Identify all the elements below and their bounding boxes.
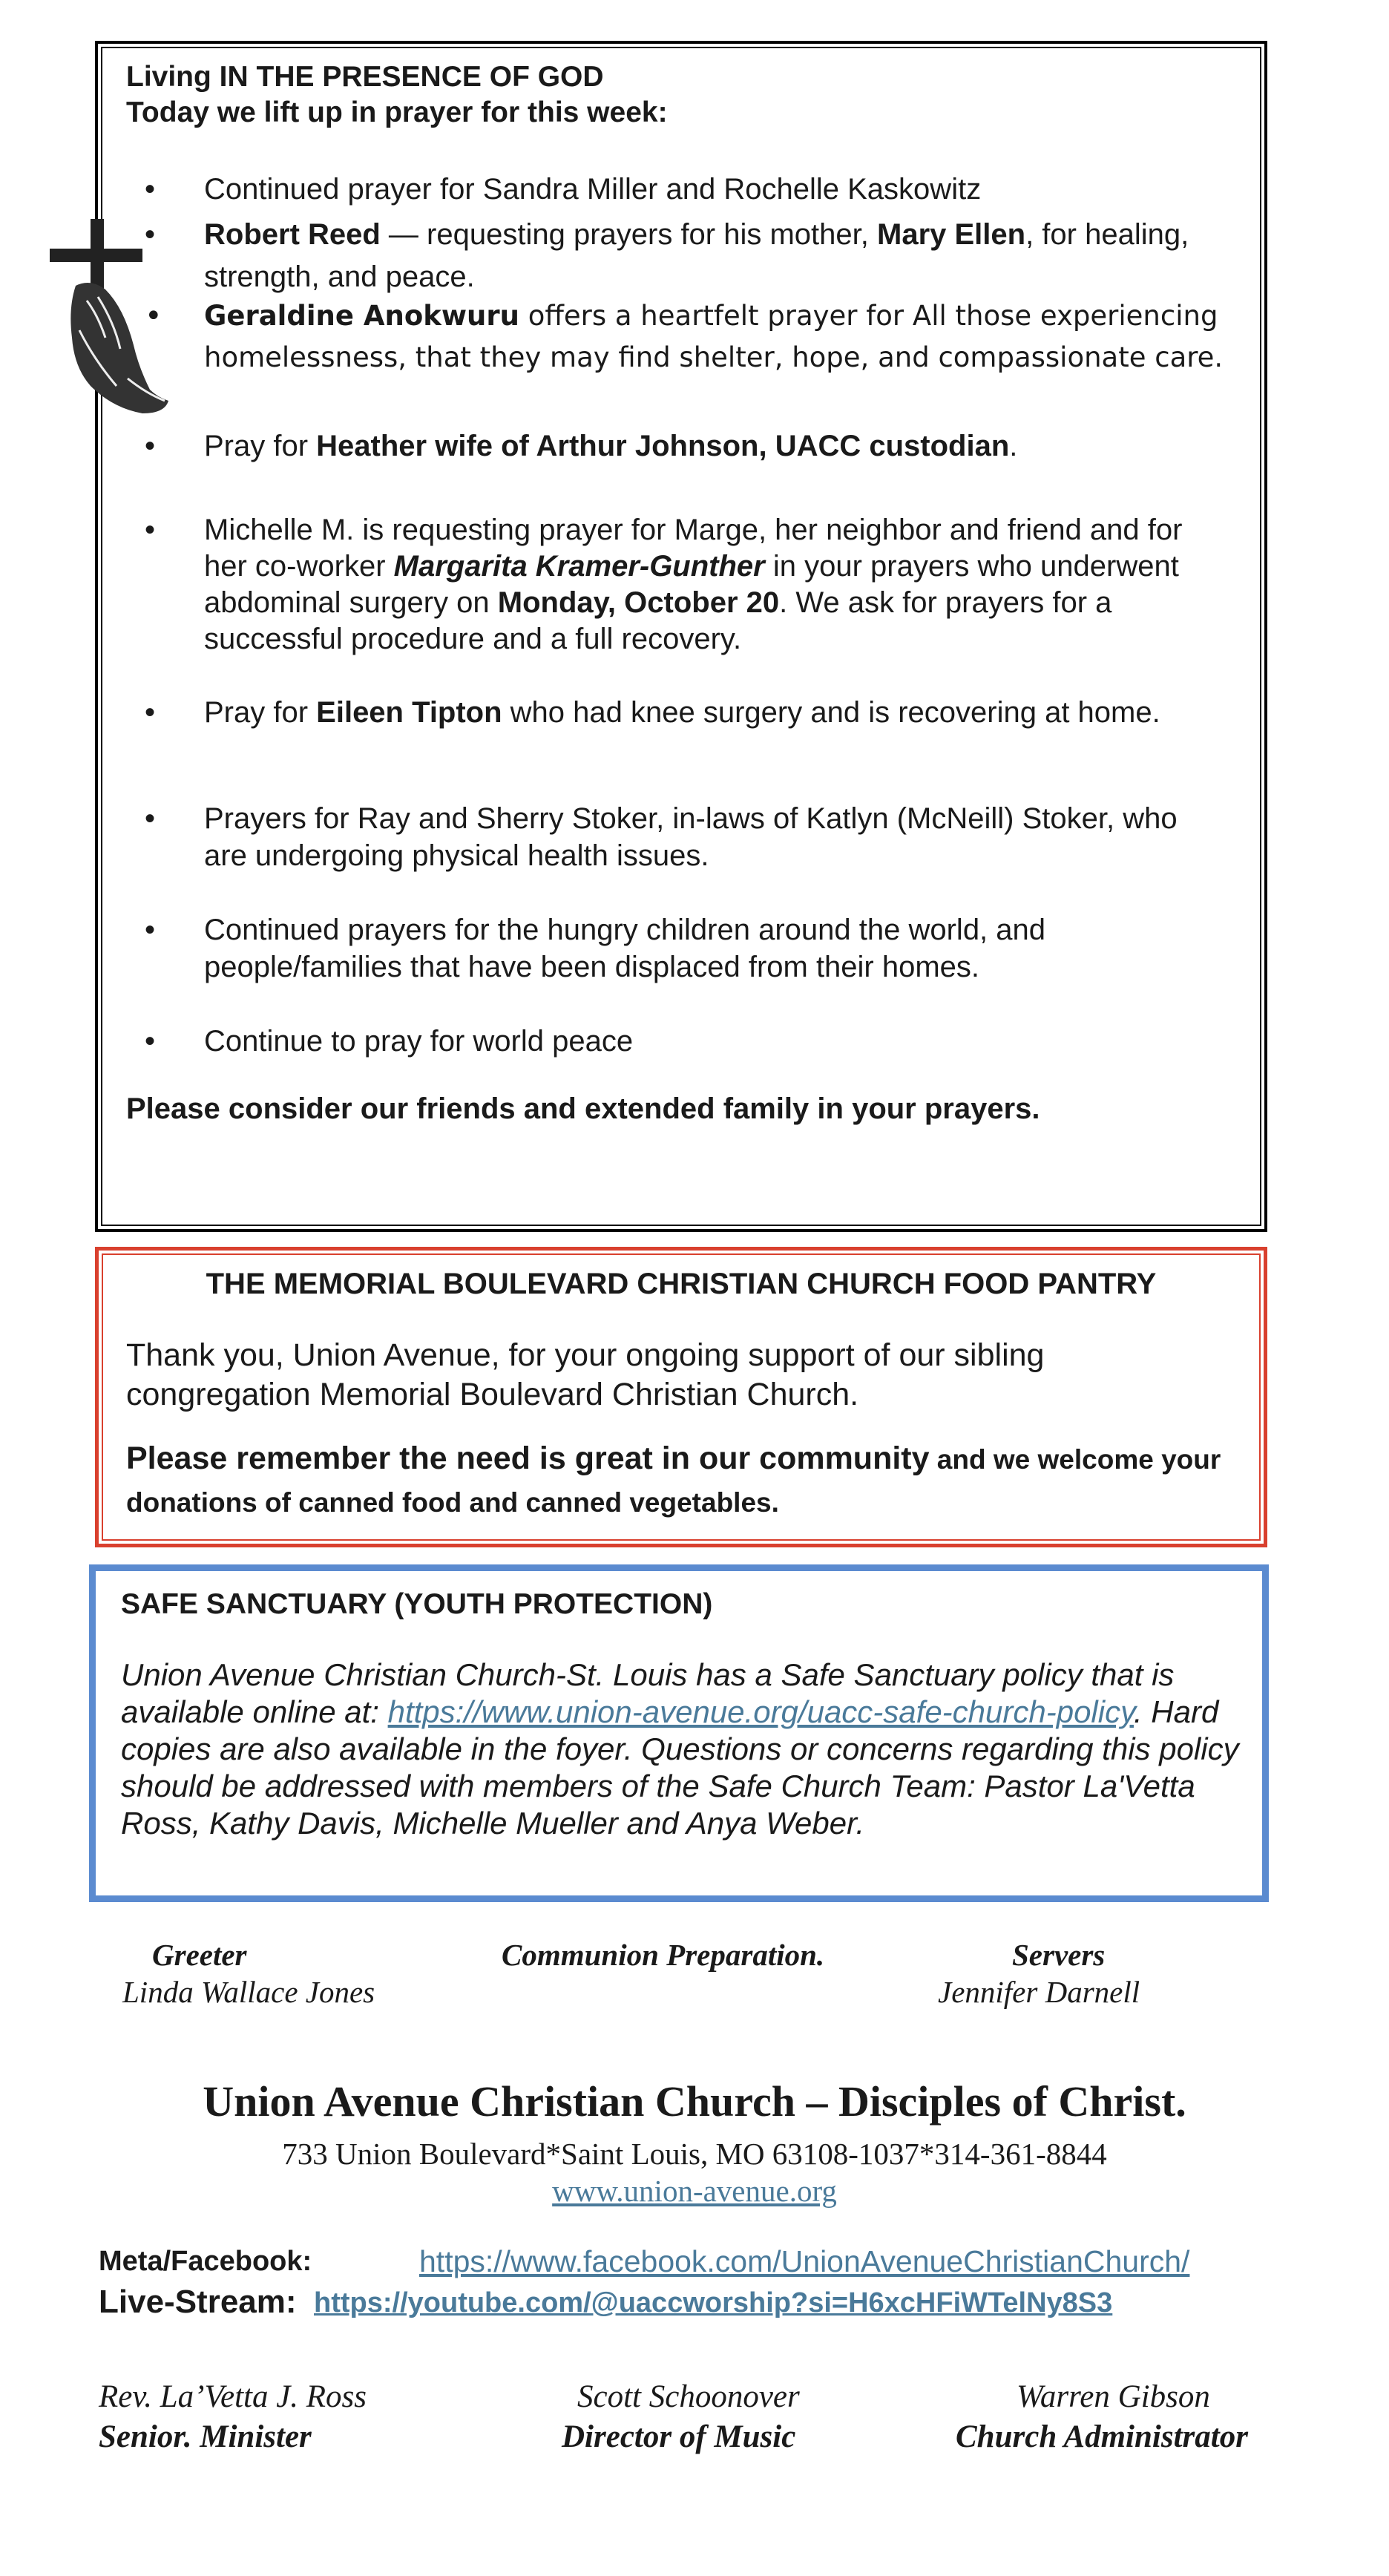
prayer-item bbox=[145, 694, 1228, 731]
bullet: • bbox=[145, 696, 156, 729]
safe-text bbox=[121, 1656, 1249, 1842]
servers-name: Jennifer Darnell bbox=[938, 1975, 1140, 2009]
bullet: • bbox=[145, 914, 156, 946]
bullet: • bbox=[145, 1025, 156, 1058]
person-name: Mary Ellen bbox=[877, 218, 1026, 251]
pantry-thanks: Thank you, Union Avenue, for your ongoing support of our sibling congregation Memorial Boulevard Christian Church. bbox=[126, 1337, 1045, 1412]
prayer-item-text: . bbox=[1009, 430, 1018, 462]
person-name: Eileen Tipton bbox=[316, 696, 502, 729]
prayer-item bbox=[145, 171, 1228, 208]
staff-title: Church Administrator bbox=[956, 2419, 1248, 2454]
prayer-item-text: — requesting prayers for his mother, bbox=[380, 218, 877, 251]
prayer-item-text: Michelle M. is requesting prayer for Marge, her neighbor and friend and for her co-worker bbox=[204, 514, 1183, 583]
prayer-item-text: . We ask for prayers for a successful procedure and a full recovery. bbox=[204, 586, 1112, 655]
facebook-label: Meta/Facebook: bbox=[99, 2246, 312, 2277]
pantry-need-emphasis: Please remember the need is great in our community bbox=[126, 1441, 930, 1476]
servers-label: Servers bbox=[1012, 1938, 1106, 1972]
prayer-item bbox=[145, 214, 1228, 298]
pantry-need bbox=[126, 1440, 1239, 1527]
bullet: • bbox=[145, 802, 156, 835]
facebook-link[interactable]: https://www.facebook.com/UnionAvenueChristianChurch/ bbox=[419, 2244, 1190, 2278]
prayer-item-text: Pray for bbox=[204, 430, 317, 462]
bullet: • bbox=[145, 430, 156, 462]
person-name: Margarita Kramer-Gunther bbox=[393, 550, 765, 583]
prayer-item-text: in your prayers who underwent abdominal surgery on bbox=[204, 550, 1179, 619]
staff-name: Warren Gibson bbox=[1017, 2379, 1210, 2414]
prayer-closing: Please consider our friends and extended family in your prayers. bbox=[126, 1092, 1040, 1125]
prayer-item-text: , for healing, strength, and peace. bbox=[204, 218, 1189, 293]
person-name: Robert Reed bbox=[204, 218, 381, 251]
pantry-need-text: and we welcome your donations of canned food and canned vegetables. bbox=[126, 1444, 1221, 1518]
staff-name: Rev. La’Vetta J. Ross bbox=[99, 2379, 367, 2414]
church-address: 733 Union Boulevard*Saint Louis, MO 63108-1037*314-361-8844 bbox=[282, 2137, 1107, 2171]
prayer-item-text: who had knee surgery and is recovering at home. bbox=[502, 696, 1160, 729]
person-name: Geraldine Anokwuru bbox=[204, 300, 519, 332]
staff-title: Director of Music bbox=[562, 2419, 796, 2454]
bullet: • bbox=[145, 173, 156, 206]
safe-text-part: Union Avenue Christian Church-St. Louis has a Safe Sanctuary policy that is available online at: bbox=[121, 1657, 1175, 1729]
bullet: • bbox=[145, 514, 156, 546]
prayer-heading: Living IN THE PRESENCE OF GOD bbox=[126, 61, 604, 93]
date-text: Monday, October 20 bbox=[497, 586, 780, 619]
church-website bbox=[0, 2173, 1389, 2209]
livestream-link[interactable]: https://youtube.com/@uaccworship?si=H6xcHFiWTelNy8S3 bbox=[314, 2287, 1113, 2318]
church-name: Union Avenue Christian Church – Disciples of Christ. bbox=[203, 2077, 1186, 2126]
bullet: • bbox=[145, 299, 162, 333]
person-name: Heather wife of Arthur Johnson, UACC custodian bbox=[316, 430, 1010, 462]
church-website-link[interactable]: www.union-avenue.org bbox=[552, 2174, 837, 2208]
prayer-item-text: Continued prayer for Sandra Miller and Rochelle Kaskowitz bbox=[204, 173, 982, 206]
staff-name: Scott Schoonover bbox=[577, 2379, 800, 2414]
prayer-item bbox=[145, 427, 1228, 465]
prayer-item bbox=[145, 295, 1228, 378]
prayer-subheading: Today we lift up in prayer for this week: bbox=[126, 96, 668, 128]
communion-label: Communion Preparation. bbox=[502, 1938, 825, 1972]
bullet: • bbox=[145, 218, 156, 251]
prayer-item-text: offers a heartfelt prayer for All those experiencing homelessness, that they may find shelter, hope, and compassionate care. bbox=[204, 300, 1224, 373]
prayer-item-text: Pray for bbox=[204, 696, 317, 729]
greeter-label: Greeter bbox=[152, 1938, 247, 1972]
prayer-item-text: Continue to pray for world peace bbox=[204, 1025, 634, 1058]
prayer-item bbox=[145, 512, 1228, 658]
staff-title: Senior. Minister bbox=[99, 2419, 312, 2454]
prayer-item-text: Continued prayers for the hungry children around the world, and people/families that have been displaced from their homes. bbox=[204, 914, 1046, 983]
prayer-item-text: Prayers for Ray and Sherry Stoker, in-laws of Katlyn (McNeill) Stoker, who are undergoing physical health issues. bbox=[204, 802, 1178, 872]
pantry-title: THE MEMORIAL BOULEVARD CHRISTIAN CHURCH FOOD PANTRY bbox=[206, 1268, 1157, 1300]
greeter-name: Linda Wallace Jones bbox=[122, 1975, 375, 2009]
safe-title: SAFE SANCTUARY (YOUTH PROTECTION) bbox=[121, 1588, 713, 1620]
safe-text-part: . Hard copies are also available in the foyer. Questions or concerns regarding this policy should be addressed with members of the Safe Church Team: Pastor La'Vetta Ross, Kathy Davis, Michelle Mueller and Anya Weber. bbox=[121, 1694, 1239, 1841]
prayer-item bbox=[145, 911, 1228, 986]
prayer-item bbox=[145, 1023, 1228, 1060]
safe-policy-link[interactable]: https://www.union-avenue.org/uacc-safe-church-policy bbox=[387, 1694, 1134, 1729]
livestream-label: Live-Stream: bbox=[99, 2284, 297, 2320]
prayer-item bbox=[145, 800, 1228, 874]
